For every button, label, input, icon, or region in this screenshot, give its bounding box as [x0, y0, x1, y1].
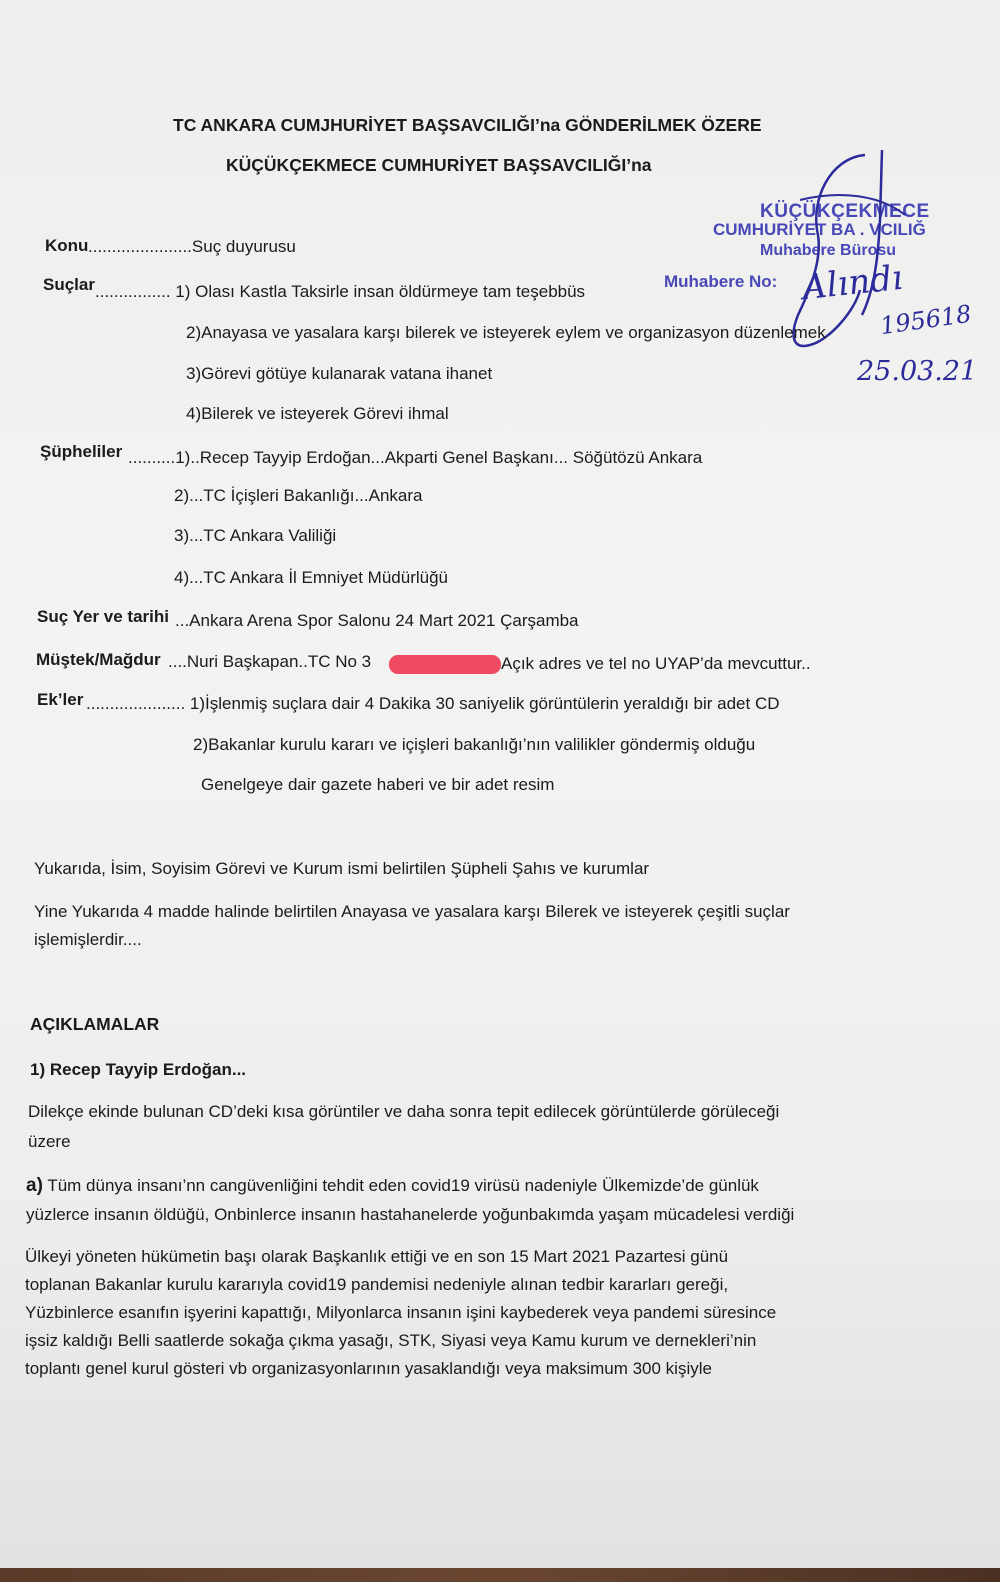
handwritten-number: 195618: [878, 299, 974, 341]
paragraph-3-line-1: Dilekçe ekinde bulunan CD’deki kısa görüntiler ve daha sonra tepit edilecek görüntülerde görüleceği: [28, 1102, 780, 1121]
paragraph-5-line-4: işsiz kaldığı Belli saatlerde sokağa çıkma yasağı, STK, Siyasi veya Kamu kurum ve dernekleri’nin: [25, 1331, 757, 1350]
suclar-item-3: 3)Görevi götüye kulanarak vatana ihanet: [186, 364, 493, 383]
suclar-label: Suçlar: [43, 275, 95, 294]
paragraph-5-line-5: toplantı genel kurul gösteri vb organizasyonlarının yasaklandığı veya maksimum 300 kişiyle: [25, 1359, 712, 1378]
paragraph-1: Yukarıda, İsim, Soyisim Görevi ve Kurum ismi belirtilen Şüpheli Şahıs ve kurumlar: [34, 859, 650, 878]
supheliler-label: Şüpheliler: [40, 442, 123, 461]
ekler-item-3: Genelgeye dair gazete haberi ve bir adet resim: [201, 775, 555, 794]
paragraph-4-line-2: yüzlerce insanın öldüğü, Onbinlerce insanın hastahanelerde yoğunbakımda yaşam mücadelesi verdiği: [26, 1205, 795, 1224]
supheliler-item-4: 4)...TC Ankara İl Emniyet Müdürlüğü: [174, 568, 449, 587]
supheliler-item-3: 3)...TC Ankara Valiliği: [174, 526, 337, 545]
mustek-value: ....Nuri Başkapan..TC No 3: [168, 652, 372, 671]
ekler-item-2: 2)Bakanlar kurulu kararı ve içişleri bakanlığı’nın valilikler göndermiş olduğu: [193, 735, 756, 754]
paragraph-4-text: Tüm dünya insanı’nn cangüvenliğini tehdit eden covid19 virüsü nadeniyle Ülkemizde’de günlük: [42, 1176, 759, 1195]
mustek-tail: Açık adres ve tel no UYAP’da mevcuttur..: [501, 654, 811, 673]
paragraph-5-line-1: Ülkeyi yöneten hükümetin başı olarak Başkanlık ettiği ve en son 15 Mart 2021 Pazartesi günü: [25, 1247, 729, 1266]
ekler-item-1: ..................... 1)İşlenmiş suçlara dair 4 Dakika 30 saniyelik görüntülerin yeraldığı bir adet CD: [86, 694, 780, 713]
suclar-item-4: 4)Bilerek ve isteyerek Görevi ihmal: [186, 404, 449, 423]
yer-value: ...Ankara Arena Spor Salonu 24 Mart 2021 Çarşamba: [175, 611, 579, 630]
subhead: 1) Recep Tayyip Erdoğan...: [30, 1060, 247, 1079]
paragraph-4-marker: a): [26, 1175, 43, 1196]
ekler-label: Ek’ler: [37, 690, 84, 709]
paragraph-2-line-2: işlemişlerdir....: [34, 930, 142, 949]
paragraph-2-line-1: Yine Yukarıda 4 madde halinde belirtilen Anayasa ve yasalara karşı Bilerek ve isteyerek çeşitli suçlar: [34, 902, 790, 921]
supheliler-item-1: ..........1)..Recep Tayyip Erdoğan...Akparti Genel Başkanı... Söğütözü Ankara: [128, 448, 703, 467]
suclar-item-2: 2)Anayasa ve yasalara karşı bilerek ve isteyerek eylem ve organizasyon düzenlemek: [186, 323, 826, 342]
header-line-1: TC ANKARA CUMJHURİYET BAŞSAVCILIĞI’na GÖNDERİLMEK ÖZERE: [173, 115, 762, 135]
paragraph-4-line-1: [26, 1176, 759, 1195]
paragraph-5-line-3: Yüzbinlerce esanıfın işyerini kapattığı, Milyonlarca insanın işini kaybederek veya pandemi süresince: [25, 1303, 777, 1322]
desk-edge: [0, 1568, 1000, 1582]
konu-label: Konu: [45, 236, 89, 255]
section-title: AÇIKLAMALAR: [30, 1014, 160, 1034]
stamp-line-2: CUMHURİYET BA . VCILIĞ: [713, 220, 926, 239]
handwritten-date: 25.03.21: [857, 356, 978, 387]
yer-label: Suç Yer ve tarihi: [37, 607, 169, 626]
handwritten-word: Alındı: [800, 257, 905, 309]
supheliler-item-2: 2)...TC İçişleri Bakanlığı...Ankara: [174, 486, 423, 505]
stamp-line-1: KÜÇÜKÇEKMECE: [760, 201, 930, 222]
konu-value: ......................Suç duyurusu: [88, 237, 296, 256]
signature-scribble-icon: [770, 140, 910, 380]
stamp-line-3: Muhabere Bürosu: [760, 242, 897, 259]
header-line-2: KÜÇÜKÇEKMECE CUMHURİYET BAŞSAVCILIĞI’na: [226, 155, 652, 175]
paragraph-3-line-2: üzere: [28, 1132, 71, 1151]
suclar-item-1: ................ 1) Olası Kastla Taksirle insan öldürmeye tam teşebbüs: [95, 282, 586, 301]
paragraph-5-line-2: toplanan Bakanlar kurulu kararıyla covid19 pandemisi nedeniyle alınan tedbir kararları gereği,: [25, 1275, 729, 1294]
mustek-label: Müştek/Mağdur: [36, 650, 161, 669]
redaction-mark: [389, 655, 501, 674]
stamp-label: Muhabere No:: [664, 272, 778, 291]
